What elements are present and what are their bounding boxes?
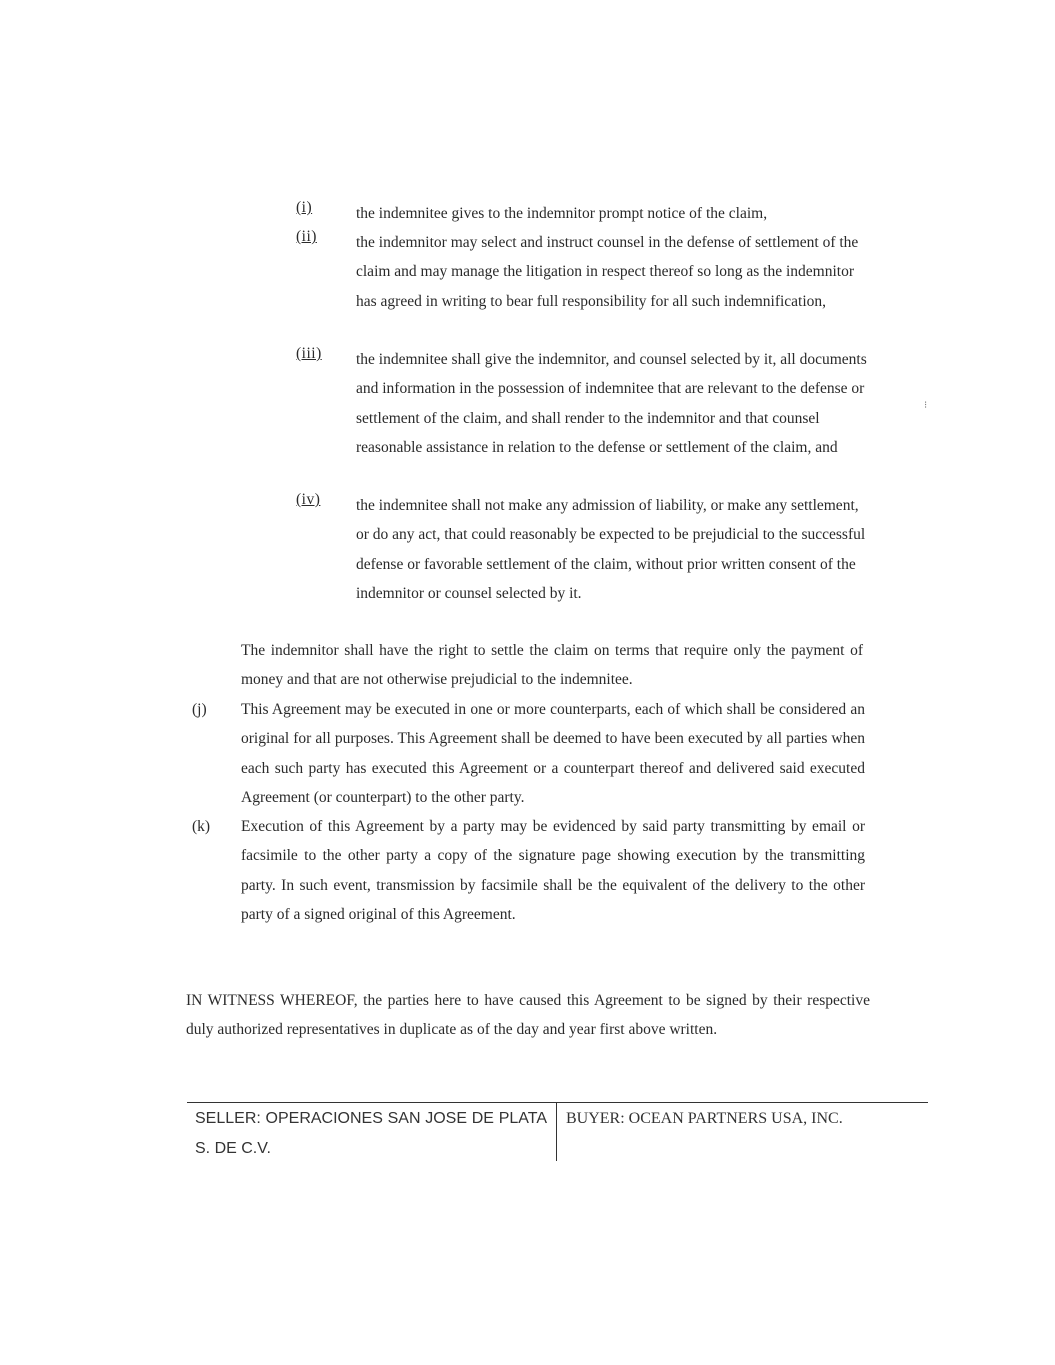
sub-item-text: the indemnitee shall not make any admission of liability, or make any settlement, or do any act, that could reasonably be expected to be prejudicial to the successful defense or favorable settlement of the claim, without prior written consent of the indemnitor or counsel selected by it. bbox=[356, 497, 866, 602]
sub-item-number: (iv) bbox=[296, 491, 321, 508]
clause-j-text: This Agreement may be executed in one or more counterparts, each of which shall be considered an original for all purposes. This Agreement shall be deemed to have been executed by all parties when each such party has executed this Agreement or a counterpart thereof and delivered said executed Agreement (or counterpart) to the other party. bbox=[241, 701, 865, 806]
sub-item-number: (iii) bbox=[296, 345, 322, 362]
sub-item-number: (i) bbox=[296, 199, 313, 216]
clause-label-j: (j) bbox=[192, 701, 207, 718]
signature-divider bbox=[556, 1102, 557, 1161]
sub-item-text: the indemnitee shall give the indemnitor, and counsel selected by it, all documents and information in the possession of indemnitee that are relevant to the defense or settlement of the claim, and shall render to the indemnitor and that counsel reasonable assistance in relation to the defense or settlement of the claim, and bbox=[356, 351, 867, 456]
settle-paragraph: The indemnitor shall have the right to settle the claim on terms that require only the payment of money and that are not otherwise prejudicial to the indemnitee. bbox=[241, 642, 863, 689]
seller-label: SELLER: OPERACIONES SAN JOSE DE PLATA S. DE C.V. bbox=[195, 1110, 547, 1157]
sub-item-number: (ii) bbox=[296, 228, 317, 245]
sub-item-text: the indemnitor may select and instruct counsel in the defense of settlement of the claim and may manage the litigation in respect thereof so long as the indemnitor has agreed in writing to bear full responsibility for all such indemnification, bbox=[356, 234, 859, 310]
signature-top-rule bbox=[187, 1102, 928, 1103]
sub-item-text: the indemnitee gives to the indemnitor prompt notice of the claim, bbox=[356, 205, 768, 222]
buyer-label: BUYER: OCEAN PARTNERS USA, INC. bbox=[566, 1110, 843, 1127]
scan-artifact-mark: ⁝ bbox=[924, 400, 928, 411]
witness-paragraph: IN WITNESS WHEREOF, the parties here to have caused this Agreement to be signed by their respective duly authorized representatives in duplicate as of the day and year first above written. bbox=[186, 992, 870, 1039]
clause-label-k: (k) bbox=[192, 818, 211, 835]
clause-k-text: Execution of this Agreement by a party may be evidenced by said party transmitting by email or facsimile to the other party a copy of the signature page showing execution by the transmitting party. In such event, transmission by facsimile shall be the equivalent of the delivery to the other party of a signed original of this Agreement. bbox=[241, 818, 865, 923]
